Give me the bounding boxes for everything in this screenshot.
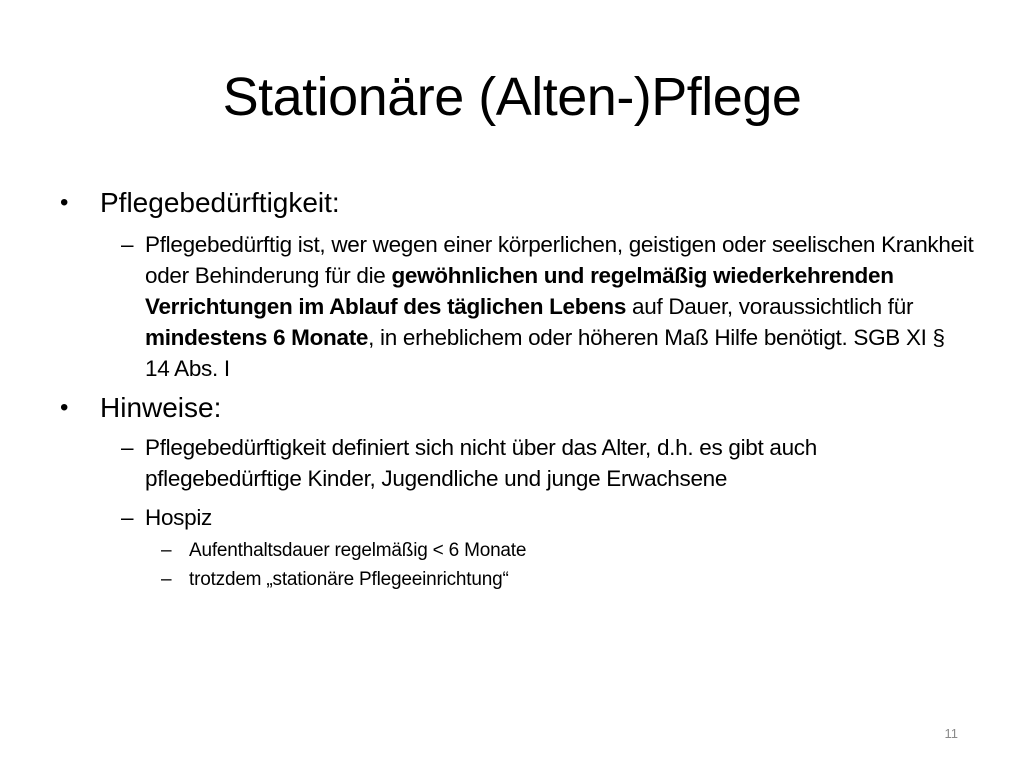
hospiz-subitem bbox=[161, 567, 509, 592]
bullet-icon: • bbox=[60, 189, 69, 216]
definition-part-1: Pflegebedürftig ist, wer wegen einer körperlichen, geistigen oder seelischen Krankheit oder Behinderung für die bbox=[145, 232, 974, 288]
slide-title: Stationäre (Alten-)Pflege bbox=[222, 67, 802, 127]
hinweis-item bbox=[121, 432, 975, 494]
dash-icon: – bbox=[121, 505, 134, 530]
definition-part-3: , in erheblichem oder höheren Maß Hilfe benötigt. SGB XI § 14 Abs. I bbox=[145, 325, 945, 381]
bullet-heading: Hinweise: bbox=[100, 392, 222, 423]
subitem-text: Aufenthaltsdauer regelmäßig < 6 Monate bbox=[189, 540, 527, 561]
dash-icon: – bbox=[161, 540, 172, 561]
definition-bold-2: mindestens 6 Monate bbox=[145, 325, 369, 350]
hinweis-text: Pflegebedürftigkeit definiert sich nicht über das Alter, d.h. es gibt auch pflegebedürftige Kinder, Jugendliche und junge Erwachsene bbox=[145, 435, 817, 491]
dash-icon: – bbox=[161, 569, 172, 590]
page-number: 11 bbox=[944, 726, 958, 741]
bullet-pflegebeduerftigkeit bbox=[60, 186, 340, 220]
bullet-hinweise bbox=[60, 391, 221, 425]
bullet-icon: • bbox=[60, 394, 69, 421]
dash-icon: – bbox=[121, 232, 134, 257]
definition-text bbox=[145, 229, 975, 384]
definition-part-2: auf Dauer, voraussichtlich für bbox=[626, 294, 914, 319]
definition-item bbox=[121, 229, 975, 384]
subitem-text: trotzdem „stationäre Pflegeeinrichtung“ bbox=[189, 569, 509, 590]
hinweis-item-hospiz bbox=[121, 502, 975, 533]
hinweis-text: Hospiz bbox=[145, 505, 212, 530]
dash-icon: – bbox=[121, 435, 134, 460]
bullet-heading: Pflegebedürftigkeit: bbox=[100, 187, 340, 218]
hospiz-subitem bbox=[161, 538, 526, 563]
definition-bold-1: gewöhnlichen und regelmäßig wiederkehrenden Verrichtungen im Ablauf des täglichen Lebens bbox=[145, 263, 894, 319]
